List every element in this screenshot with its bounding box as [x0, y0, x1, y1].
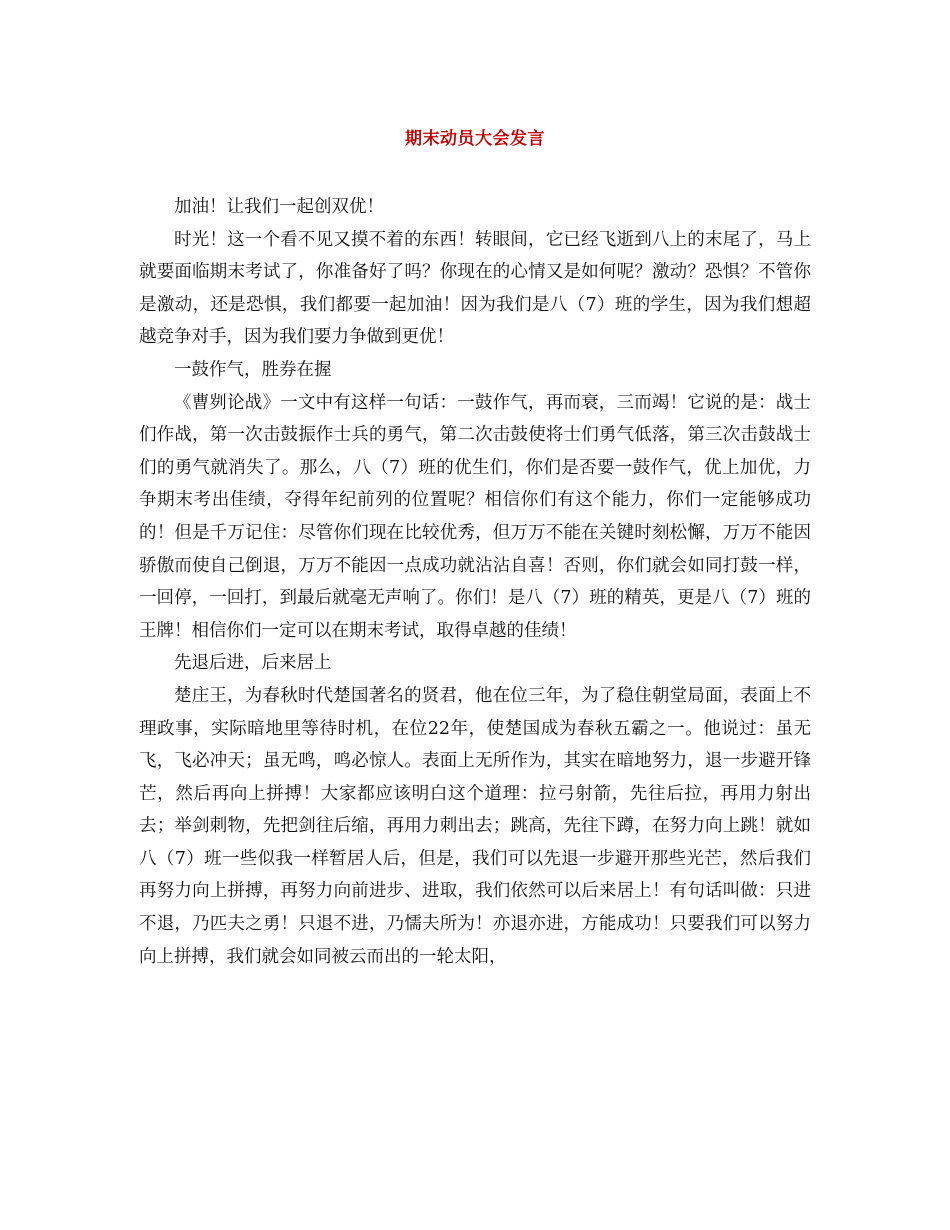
paragraph-opening-slogan: 加油！让我们一起创双优！: [174, 197, 384, 217]
document-body: [139, 191, 811, 973]
paragraph-time-passing: 时光！这一个看不见又摸不着的东西！转眼间，它已经飞逝到八上的末尾了，马上就要面临期末考试了，你准备好了吗？你现在的心情又是如何呢？激动？恐惧？不管你是激动，还是恐惧，我们都要一起加油！因为我们是八（7）班的学生，因为我们想超越竞争对手，因为我们要力争做到更优！: [139, 229, 811, 348]
section-heading-retreat-advance: 先退后进，后来居上: [174, 653, 332, 674]
document-title: 期末动员大会发言: [405, 129, 545, 149]
paragraph-cao-gui: 《曹刿论战》一文中有这样一句话：一鼓作气，再而衰，三而竭！它说的是：战士们作战，第一次击鼓振作士兵的勇气，第二次击鼓使将士们勇气低落，第三次击鼓战士们的勇气就消失了。那么，八（7）班的优生们，你们是否要一鼓作气，优上加优，力争期末考出佳绩，夺得年纪前列的位置呢？相信你们有这个能力，你们一定能够成功的！但是千万记住：尽管你们现在比较优秀，但万万不能在关键时刻松懈，万万不能因骄傲而使自己倒退，万万不能因一点成功就沾沾自喜！否则，你们就会如同打鼓一样，一回停，一回打，到最后就毫无声响了。你们！是八（7）班的精英，更是八（7）班的王牌！相信你们一定可以在期末考试，取得卓越的佳绩！: [139, 392, 811, 641]
section-heading-momentum: 一鼓作气，胜券在握: [174, 359, 332, 380]
paragraph-king-zhuang: 楚庄王，为春秋时代楚国著名的贤君，他在位三年，为了稳住朝堂局面，表面上不理政事，实际暗地里等待时机，在位22年，使楚国成为春秋五霸之一。他说过：虽无飞，飞必冲天；虽无鸣，鸣必惊人。表面上无所作为，其实在暗地努力，退一步避开锋芒，然后再向上拼搏！大家都应该明白这个道理：拉弓射箭，先往后拉，再用力射出去；举剑刺物，先把剑往后缩，再用力刺出去；跳高，先往下蹲，在努力向上跳！就如八（7）班一些似我一样暂居人后，但是，我们可以先退一步避开那些光芒，然后我们再努力向上拼搏，再努力向前进步、进取，我们依然可以后来居上！有句话叫做：只进不退，乃匹夫之勇！只退不进，乃懦夫所为！亦退亦进，方能成功！只要我们可以努力向上拼搏，我们就会如同被云而出的一轮太阳，: [139, 685, 811, 967]
